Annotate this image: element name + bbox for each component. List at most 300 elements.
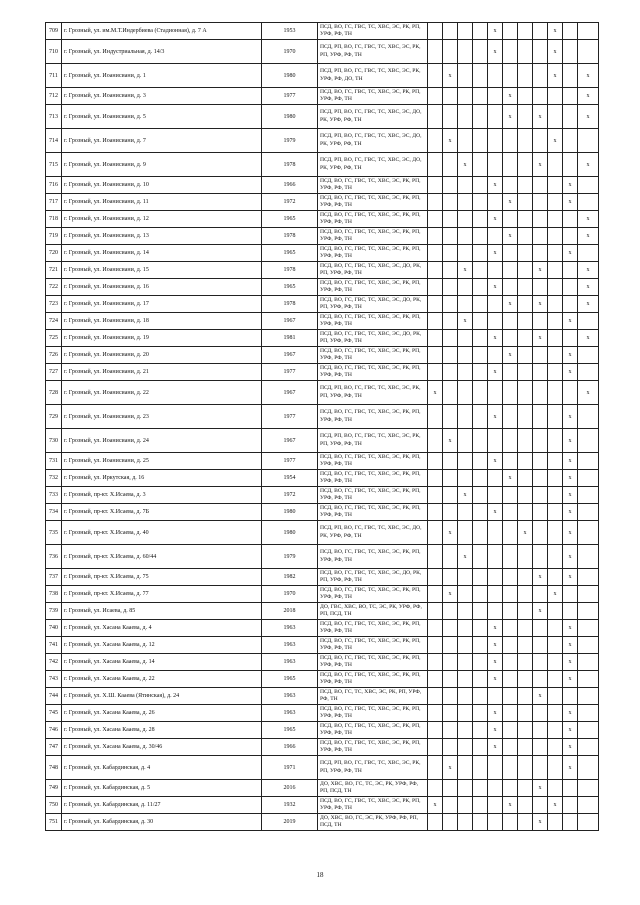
year-cell: 1978 xyxy=(262,153,318,177)
address-cell: г. Грозный, ул. Исаева, д. 85 xyxy=(62,603,262,620)
year-mark-cell xyxy=(473,780,488,797)
year-mark-cell xyxy=(473,797,488,814)
works-list-cell: ПСД, ВО, ГС, ГВС, ТС, ХВС, ЭС, РК, РП, УРФ, РФ, ТН xyxy=(318,504,428,521)
year-mark-cell: x xyxy=(563,453,578,470)
year-mark-cell xyxy=(503,429,518,453)
year-mark-cell xyxy=(473,296,488,313)
year-mark-cell xyxy=(548,153,563,177)
year-mark-cell: x xyxy=(533,603,548,620)
year-mark-cell xyxy=(443,347,458,364)
row-number: 741 xyxy=(46,637,62,654)
table-row xyxy=(46,620,599,637)
year-mark-cell: x xyxy=(488,637,503,654)
year-cell: 1981 xyxy=(262,330,318,347)
year-mark-cell: x xyxy=(578,381,599,405)
year-mark-cell xyxy=(503,756,518,780)
row-number: 728 xyxy=(46,381,62,405)
year-mark-cell xyxy=(443,364,458,381)
year-mark-cell xyxy=(533,637,548,654)
works-list-cell: ПСД, ВО, ГС, ГВС, ТС, ХВС, ЭС, РК, РП, УРФ, РФ, ТН xyxy=(318,23,428,40)
year-mark-cell xyxy=(473,279,488,296)
year-mark-cell xyxy=(428,313,443,330)
year-mark-cell: x xyxy=(503,470,518,487)
works-list-cell: ПСД, ВО, ГС, ГВС, ТС, ХВС, ЭС, РК, РП, УРФ, РФ, ТН xyxy=(318,88,428,105)
year-mark-cell xyxy=(533,470,548,487)
address-cell: г. Грозный, пр-кт. Х.Исаева, д. 7Б xyxy=(62,504,262,521)
year-cell: 2019 xyxy=(262,814,318,831)
year-mark-cell xyxy=(518,313,533,330)
year-mark-cell xyxy=(458,586,473,603)
year-mark-cell xyxy=(488,487,503,504)
row-number: 736 xyxy=(46,545,62,569)
year-mark-cell xyxy=(503,705,518,722)
year-mark-cell xyxy=(473,88,488,105)
year-mark-cell xyxy=(533,23,548,40)
year-mark-cell: x xyxy=(503,347,518,364)
year-mark-cell: x xyxy=(503,88,518,105)
year-mark-cell xyxy=(473,129,488,153)
year-cell: 1980 xyxy=(262,64,318,88)
year-mark-cell xyxy=(563,688,578,705)
year-mark-cell xyxy=(578,23,599,40)
year-mark-cell xyxy=(473,177,488,194)
year-mark-cell xyxy=(563,153,578,177)
year-cell: 1972 xyxy=(262,487,318,504)
year-cell: 1967 xyxy=(262,347,318,364)
year-mark-cell xyxy=(473,347,488,364)
year-mark-cell xyxy=(488,88,503,105)
year-mark-cell xyxy=(428,814,443,831)
table-row xyxy=(46,756,599,780)
year-mark-cell xyxy=(563,262,578,279)
address-cell: г. Грозный, ул. Кабардинская, д. 5 xyxy=(62,780,262,797)
address-cell: г. Грозный, пр-кт. Х.Исаева, д. 60/44 xyxy=(62,545,262,569)
year-cell: 1970 xyxy=(262,40,318,64)
year-cell: 1954 xyxy=(262,470,318,487)
year-mark-cell xyxy=(503,688,518,705)
year-mark-cell xyxy=(533,313,548,330)
year-mark-cell xyxy=(518,603,533,620)
year-mark-cell xyxy=(578,487,599,504)
year-mark-cell xyxy=(428,739,443,756)
year-mark-cell xyxy=(473,487,488,504)
table-row xyxy=(46,40,599,64)
year-cell: 1980 xyxy=(262,504,318,521)
year-mark-cell xyxy=(503,364,518,381)
year-mark-cell xyxy=(473,330,488,347)
year-mark-cell xyxy=(518,637,533,654)
year-mark-cell xyxy=(443,177,458,194)
works-list-cell: ПСД, ВО, ГС, ГВС, ТС, ХВС, ЭС, РК, РП, УРФ, РФ, ТН xyxy=(318,620,428,637)
year-mark-cell xyxy=(533,40,548,64)
year-mark-cell xyxy=(503,330,518,347)
year-mark-cell xyxy=(548,688,563,705)
address-cell: г. Грозный, ул. Иркутская, д. 16 xyxy=(62,470,262,487)
year-mark-cell xyxy=(473,228,488,245)
address-cell: г. Грозный, ул. Иоанисиани, д. 25 xyxy=(62,453,262,470)
year-mark-cell xyxy=(473,521,488,545)
year-mark-cell xyxy=(503,780,518,797)
works-list-cell: ПСД, ВО, ГС, ГВС, ТС, ХВС, ЭС, РК, РП, УРФ, РФ, ТН xyxy=(318,487,428,504)
year-mark-cell: x xyxy=(458,487,473,504)
year-mark-cell: x xyxy=(563,245,578,262)
year-mark-cell xyxy=(548,279,563,296)
year-mark-cell xyxy=(563,129,578,153)
year-mark-cell xyxy=(443,105,458,129)
address-cell: г. Грозный, пр-кт. Х.Исаева, д. 40 xyxy=(62,521,262,545)
year-mark-cell: x xyxy=(548,586,563,603)
year-mark-cell: x xyxy=(443,521,458,545)
year-mark-cell xyxy=(503,64,518,88)
works-list-cell: ПСД, РП, ВО, ГС, ГВС, ТС, ХВС, ЭС, ДО, РК, УРФ, РФ, ТН xyxy=(318,153,428,177)
year-mark-cell xyxy=(533,279,548,296)
year-mark-cell xyxy=(518,569,533,586)
table-row xyxy=(46,814,599,831)
address-cell: г. Грозный, пр-кт. Х.Исаева, д. 75 xyxy=(62,569,262,586)
year-mark-cell xyxy=(428,330,443,347)
year-mark-cell xyxy=(578,504,599,521)
year-mark-cell xyxy=(518,64,533,88)
year-mark-cell xyxy=(563,797,578,814)
year-mark-cell xyxy=(473,814,488,831)
year-mark-cell xyxy=(458,296,473,313)
year-mark-cell xyxy=(563,228,578,245)
year-mark-cell xyxy=(518,40,533,64)
year-mark-cell: x xyxy=(503,797,518,814)
row-number: 735 xyxy=(46,521,62,545)
year-mark-cell: x xyxy=(518,521,533,545)
year-cell: 1965 xyxy=(262,671,318,688)
year-mark-cell xyxy=(503,40,518,64)
year-mark-cell xyxy=(518,654,533,671)
year-mark-cell xyxy=(503,405,518,429)
year-mark-cell xyxy=(473,194,488,211)
year-mark-cell xyxy=(548,296,563,313)
table-row xyxy=(46,245,599,262)
year-mark-cell xyxy=(518,177,533,194)
row-number: 726 xyxy=(46,347,62,364)
year-mark-cell xyxy=(488,313,503,330)
year-mark-cell xyxy=(428,194,443,211)
year-mark-cell xyxy=(488,688,503,705)
year-mark-cell xyxy=(473,245,488,262)
year-mark-cell xyxy=(578,470,599,487)
year-cell: 1982 xyxy=(262,569,318,586)
works-list-cell: ПСД, ВО, ГС, ГВС, ТС, ХВС, ЭС, РК, РП, УРФ, РФ, ТН xyxy=(318,405,428,429)
year-mark-cell xyxy=(473,64,488,88)
address-cell: г. Грозный, ул. Х.Ш. Кааева (Ятинская), д. 24 xyxy=(62,688,262,705)
row-number: 723 xyxy=(46,296,62,313)
year-mark-cell xyxy=(578,177,599,194)
row-number: 718 xyxy=(46,211,62,228)
year-mark-cell xyxy=(518,347,533,364)
year-mark-cell xyxy=(458,453,473,470)
year-mark-cell xyxy=(473,23,488,40)
year-mark-cell xyxy=(443,262,458,279)
year-mark-cell xyxy=(548,545,563,569)
year-mark-cell xyxy=(473,262,488,279)
works-list-cell: ПСД, ВО, ГС, ГВС, ТС, ХВС, ЭС, РК, РП, УРФ, РФ, ТН xyxy=(318,211,428,228)
year-mark-cell xyxy=(548,487,563,504)
year-mark-cell xyxy=(578,814,599,831)
year-mark-cell: x xyxy=(488,23,503,40)
table-row xyxy=(46,470,599,487)
row-number: 746 xyxy=(46,722,62,739)
year-mark-cell: x xyxy=(488,705,503,722)
year-mark-cell xyxy=(428,23,443,40)
year-cell: 1979 xyxy=(262,545,318,569)
works-list-cell: ПСД, ВО, ГС, ГВС, ТС, ХВС, ЭС, РК, РП, УРФ, РФ, ТН xyxy=(318,586,428,603)
year-mark-cell xyxy=(518,194,533,211)
year-mark-cell xyxy=(533,381,548,405)
year-mark-cell xyxy=(428,603,443,620)
year-mark-cell xyxy=(503,586,518,603)
year-mark-cell xyxy=(443,722,458,739)
address-cell: г. Грозный, ул. им.М.Т.Индербиева (Стадионная), д. 7 А xyxy=(62,23,262,40)
row-number: 739 xyxy=(46,603,62,620)
year-mark-cell xyxy=(533,364,548,381)
year-mark-cell xyxy=(548,470,563,487)
year-mark-cell xyxy=(488,586,503,603)
table-row xyxy=(46,194,599,211)
year-mark-cell xyxy=(473,722,488,739)
year-mark-cell xyxy=(548,603,563,620)
year-mark-cell xyxy=(458,228,473,245)
year-mark-cell: x xyxy=(428,797,443,814)
year-mark-cell xyxy=(518,739,533,756)
year-mark-cell xyxy=(533,453,548,470)
year-mark-cell xyxy=(428,228,443,245)
year-mark-cell: x xyxy=(548,64,563,88)
year-mark-cell xyxy=(548,569,563,586)
year-mark-cell xyxy=(488,780,503,797)
address-cell: г. Грозный, ул. Иоанисиани, д. 18 xyxy=(62,313,262,330)
row-number: 751 xyxy=(46,814,62,831)
table-row xyxy=(46,671,599,688)
works-list-cell: ПСД, РП, ВО, ГС, ГВС, ТС, ХВС, ЭС, ДО, РК, УРФ, РФ, ТН xyxy=(318,129,428,153)
year-mark-cell xyxy=(533,429,548,453)
row-number: 724 xyxy=(46,313,62,330)
year-mark-cell xyxy=(443,279,458,296)
year-mark-cell xyxy=(563,780,578,797)
year-mark-cell: x xyxy=(533,688,548,705)
year-mark-cell xyxy=(578,129,599,153)
year-mark-cell: x xyxy=(563,521,578,545)
year-mark-cell xyxy=(458,279,473,296)
year-mark-cell xyxy=(458,654,473,671)
year-mark-cell: x xyxy=(563,739,578,756)
address-cell: г. Грозный, ул. Иоанисиани, д. 22 xyxy=(62,381,262,405)
row-number: 721 xyxy=(46,262,62,279)
year-mark-cell xyxy=(443,814,458,831)
year-mark-cell xyxy=(488,228,503,245)
year-mark-cell xyxy=(548,381,563,405)
year-mark-cell xyxy=(533,756,548,780)
works-list-cell: ПСД, ВО, ГС, ГВС, ТС, ХВС, ЭС, РК, РП, УРФ, РФ, ТН xyxy=(318,347,428,364)
works-list-cell: ПСД, ВО, ГС, ГВС, ТС, ХВС, ЭС, РК, РП, УРФ, РФ, ТН xyxy=(318,705,428,722)
year-mark-cell xyxy=(428,487,443,504)
year-mark-cell xyxy=(443,88,458,105)
year-mark-cell xyxy=(533,245,548,262)
year-mark-cell xyxy=(518,429,533,453)
year-mark-cell xyxy=(458,470,473,487)
year-mark-cell xyxy=(563,211,578,228)
year-mark-cell xyxy=(488,105,503,129)
year-mark-cell xyxy=(503,453,518,470)
year-mark-cell xyxy=(428,586,443,603)
year-mark-cell: x xyxy=(563,504,578,521)
table-row xyxy=(46,211,599,228)
year-mark-cell xyxy=(488,153,503,177)
year-mark-cell xyxy=(518,814,533,831)
year-mark-cell xyxy=(473,739,488,756)
year-mark-cell xyxy=(533,586,548,603)
year-mark-cell xyxy=(578,40,599,64)
table-row xyxy=(46,429,599,453)
works-list-cell: ПСД, РП, ВО, ГС, ГВС, ТС, ХВС, ЭС, ДО, РК, УРФ, РФ, ТН xyxy=(318,521,428,545)
year-mark-cell: x xyxy=(563,545,578,569)
year-mark-cell xyxy=(428,64,443,88)
year-mark-cell: x xyxy=(548,797,563,814)
year-mark-cell: x xyxy=(563,429,578,453)
year-mark-cell xyxy=(443,705,458,722)
year-cell: 1977 xyxy=(262,405,318,429)
year-mark-cell xyxy=(458,381,473,405)
year-mark-cell xyxy=(563,330,578,347)
works-list-cell: ПСД, ВО, ГС, ГВС, ТС, ХВС, ЭС, РК, РП, УРФ, РФ, ТН xyxy=(318,654,428,671)
year-mark-cell: x xyxy=(503,296,518,313)
year-mark-cell xyxy=(548,330,563,347)
year-mark-cell xyxy=(443,330,458,347)
address-cell: г. Грозный, ул. Хасана Кааева, д. 12 xyxy=(62,637,262,654)
year-mark-cell xyxy=(578,429,599,453)
year-mark-cell xyxy=(428,105,443,129)
year-mark-cell xyxy=(428,405,443,429)
year-mark-cell xyxy=(548,262,563,279)
table-row xyxy=(46,405,599,429)
year-mark-cell xyxy=(428,637,443,654)
year-mark-cell: x xyxy=(548,40,563,64)
year-mark-cell xyxy=(428,177,443,194)
year-mark-cell xyxy=(428,40,443,64)
year-mark-cell xyxy=(428,705,443,722)
year-mark-cell xyxy=(443,545,458,569)
table-row xyxy=(46,23,599,40)
address-cell: г. Грозный, пр-кт. Х.Исаева, д. 3 xyxy=(62,487,262,504)
address-cell: г. Грозный, ул. Иоанисиани, д. 11 xyxy=(62,194,262,211)
year-mark-cell xyxy=(533,671,548,688)
year-cell: 1971 xyxy=(262,756,318,780)
year-mark-cell xyxy=(473,688,488,705)
year-mark-cell xyxy=(473,470,488,487)
year-mark-cell: x xyxy=(443,129,458,153)
year-mark-cell: x xyxy=(488,739,503,756)
year-mark-cell: x xyxy=(563,470,578,487)
year-cell: 1966 xyxy=(262,739,318,756)
year-mark-cell xyxy=(428,671,443,688)
year-mark-cell xyxy=(548,504,563,521)
year-mark-cell xyxy=(443,654,458,671)
address-cell: г. Грозный, ул. Иоанисиани, д. 23 xyxy=(62,405,262,429)
year-mark-cell xyxy=(458,347,473,364)
year-mark-cell xyxy=(578,453,599,470)
works-list-cell: ПСД, ВО, ГС, ГВС, ТС, ХВС, ЭС, РК, РП, УРФ, РФ, ТН xyxy=(318,228,428,245)
year-mark-cell xyxy=(548,756,563,780)
year-cell: 1966 xyxy=(262,177,318,194)
table-row xyxy=(46,347,599,364)
table-row xyxy=(46,705,599,722)
year-mark-cell: x xyxy=(503,194,518,211)
address-cell: г. Грозный, ул. Иоанисиани, д. 20 xyxy=(62,347,262,364)
row-number: 712 xyxy=(46,88,62,105)
year-mark-cell xyxy=(563,814,578,831)
year-mark-cell xyxy=(428,521,443,545)
year-mark-cell xyxy=(503,262,518,279)
year-mark-cell: x xyxy=(578,296,599,313)
year-mark-cell xyxy=(518,797,533,814)
year-mark-cell xyxy=(533,521,548,545)
year-mark-cell xyxy=(503,739,518,756)
year-mark-cell: x xyxy=(548,129,563,153)
year-mark-cell xyxy=(458,521,473,545)
address-cell: г. Грозный, ул. Иоанисиани, д. 14 xyxy=(62,245,262,262)
year-mark-cell: x xyxy=(578,228,599,245)
year-mark-cell xyxy=(428,129,443,153)
year-mark-cell xyxy=(458,722,473,739)
year-mark-cell: x xyxy=(533,330,548,347)
year-mark-cell xyxy=(503,177,518,194)
year-cell: 1978 xyxy=(262,296,318,313)
year-cell: 1977 xyxy=(262,453,318,470)
table-row xyxy=(46,296,599,313)
address-cell: г. Грозный, ул. Иоанисиани, д. 15 xyxy=(62,262,262,279)
row-number: 745 xyxy=(46,705,62,722)
year-mark-cell xyxy=(548,211,563,228)
year-mark-cell xyxy=(518,545,533,569)
year-mark-cell xyxy=(488,381,503,405)
year-mark-cell xyxy=(443,688,458,705)
year-mark-cell xyxy=(503,671,518,688)
year-mark-cell xyxy=(473,756,488,780)
year-mark-cell: x xyxy=(488,364,503,381)
year-mark-cell xyxy=(503,722,518,739)
year-mark-cell: x xyxy=(578,279,599,296)
year-mark-cell xyxy=(488,470,503,487)
table-row xyxy=(46,637,599,654)
address-cell: г. Грозный, ул. Иоанисиани, д. 19 xyxy=(62,330,262,347)
year-mark-cell xyxy=(563,296,578,313)
year-mark-cell xyxy=(458,211,473,228)
year-mark-cell xyxy=(563,586,578,603)
year-mark-cell: x xyxy=(578,105,599,129)
year-mark-cell xyxy=(473,671,488,688)
year-cell: 1967 xyxy=(262,313,318,330)
table-row xyxy=(46,279,599,296)
year-cell: 1963 xyxy=(262,620,318,637)
year-mark-cell: x xyxy=(548,23,563,40)
year-mark-cell xyxy=(443,194,458,211)
year-mark-cell xyxy=(563,40,578,64)
year-mark-cell: x xyxy=(563,705,578,722)
year-mark-cell xyxy=(458,637,473,654)
year-mark-cell xyxy=(548,814,563,831)
year-mark-cell xyxy=(578,671,599,688)
year-mark-cell xyxy=(518,262,533,279)
year-mark-cell xyxy=(488,296,503,313)
year-mark-cell xyxy=(458,814,473,831)
year-mark-cell: x xyxy=(563,569,578,586)
year-mark-cell xyxy=(458,620,473,637)
